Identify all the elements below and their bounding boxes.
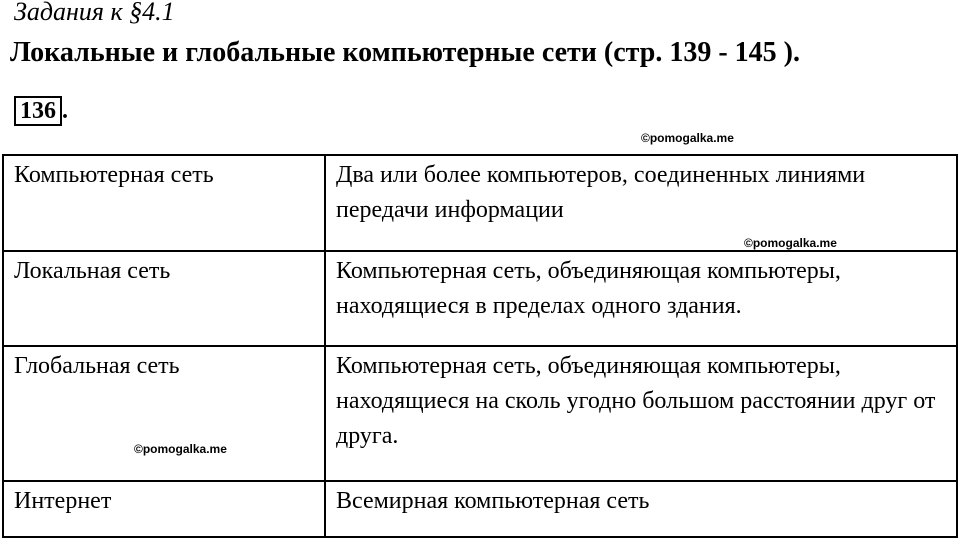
table-row [3,251,957,346]
lesson-title: Локальные и глобальные компьютерные сети (стр. 139 - 145 ). [10,37,800,68]
term-cell: Локальная сеть [3,251,325,346]
definitions-table [2,154,958,538]
section-heading: Задания к §4.1 [14,0,175,26]
definition-cell: Компьютерная сеть, объединяющая компьютеры, находящиеся на сколь угодно большом расстоянии друг от друга. [325,346,957,481]
watermark: ©pomogalka.me [641,131,734,145]
table-row [3,481,957,537]
table-row [3,346,957,481]
term-cell: Глобальная сеть [3,346,325,481]
task-number [14,96,68,126]
definition-cell: Всемирная компьютерная сеть [325,481,957,537]
term-cell: Компьютерная сеть [3,155,325,251]
definition-cell: Два или более компьютеров, соединенных линиями передачи информации [325,155,957,251]
definition-cell: Компьютерная сеть, объединяющая компьютеры, находящиеся в пределах одного здания. [325,251,957,346]
task-number-dot: . [62,98,68,124]
task-number-box: 136 [14,96,62,126]
watermark: ©pomogalka.me [134,442,227,456]
term-cell: Интернет [3,481,325,537]
watermark: ©pomogalka.me [744,236,837,250]
